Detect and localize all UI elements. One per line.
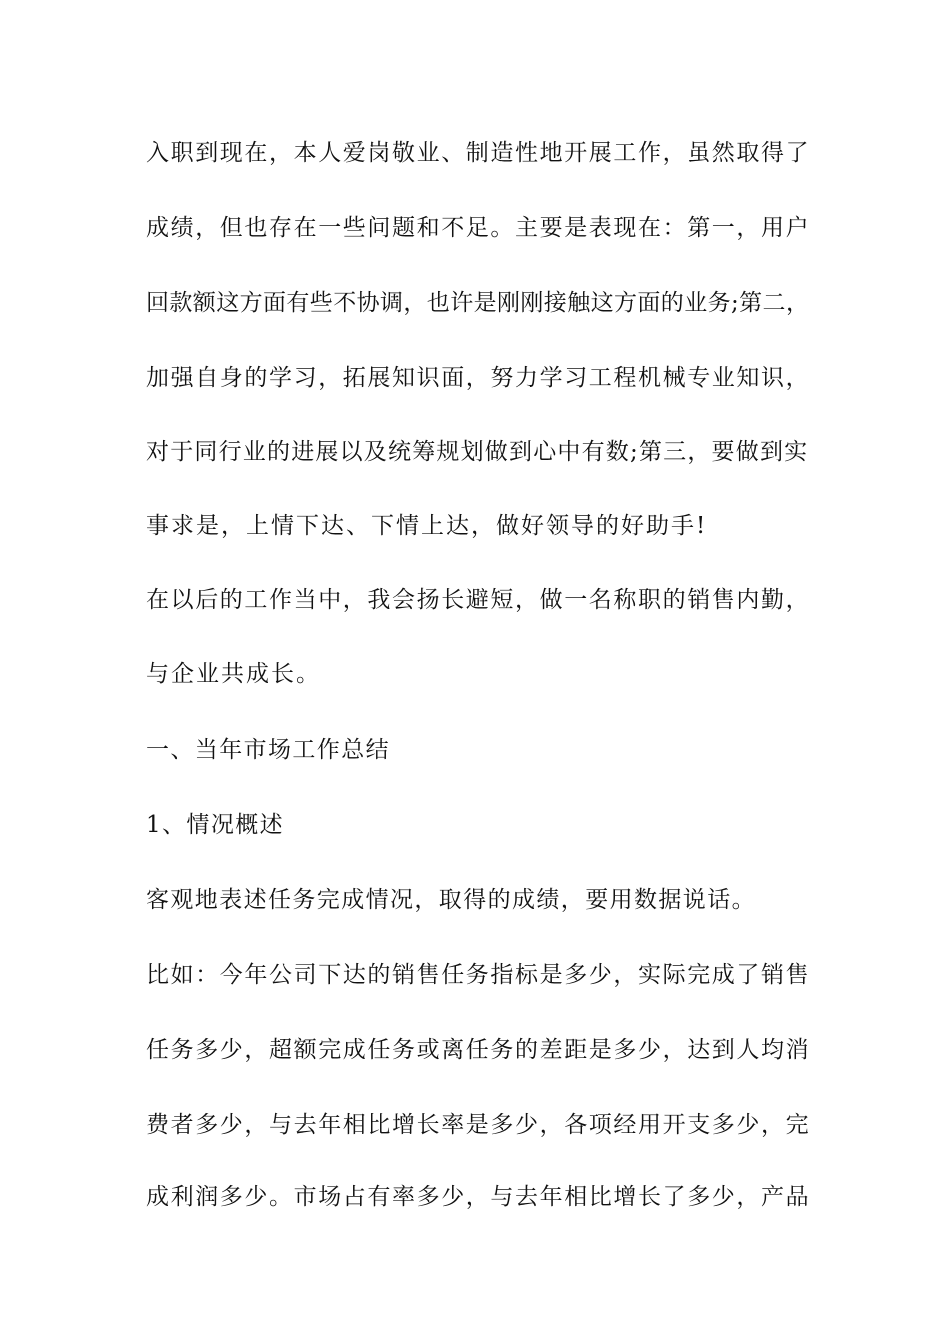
paragraph-line: 费者多少，与去年相比增长率是多少，各项经用开支多少，完	[146, 1112, 811, 1138]
paragraph-line: 回款额这方面有些不协调，也许是刚刚接触这方面的业务;第二，	[146, 290, 810, 316]
paragraph-line: 对于同行业的进展以及统筹规划做到心中有数;第三，要做到实	[146, 439, 809, 465]
paragraph-line: 任务多少，超额完成任务或离任务的差距是多少，达到人均消	[146, 1037, 811, 1063]
paragraph-line: 入职到现在，本人爱岗敬业、制造性地开展工作，虽然取得了	[146, 140, 811, 166]
paragraph-line: 成利润多少。市场占有率多少，与去年相比增长了多少，产品	[146, 1184, 811, 1210]
subsection-heading: 1、情况概述	[146, 812, 285, 838]
paragraph-line: 在以后的工作当中，我会扬长避短，做一名称职的销售内勤，	[146, 587, 811, 613]
paragraph-line: 与企业共成长。	[146, 661, 321, 687]
section-heading: 一、当年市场工作总结	[146, 737, 390, 763]
paragraph-line: 比如：今年公司下达的销售任务指标是多少，实际完成了销售	[146, 962, 811, 988]
paragraph-line: 事求是，上情下达、下情上达，做好领导的好助手!	[146, 513, 708, 539]
paragraph-line: 客观地表述任务完成情况，取得的成绩，要用数据说话。	[146, 887, 756, 913]
paragraph-line: 成绩，但也存在一些问题和不足。主要是表现在：第一，用户	[146, 215, 811, 241]
paragraph-line: 加强自身的学习，拓展知识面，努力学习工程机械专业知识，	[146, 365, 811, 391]
